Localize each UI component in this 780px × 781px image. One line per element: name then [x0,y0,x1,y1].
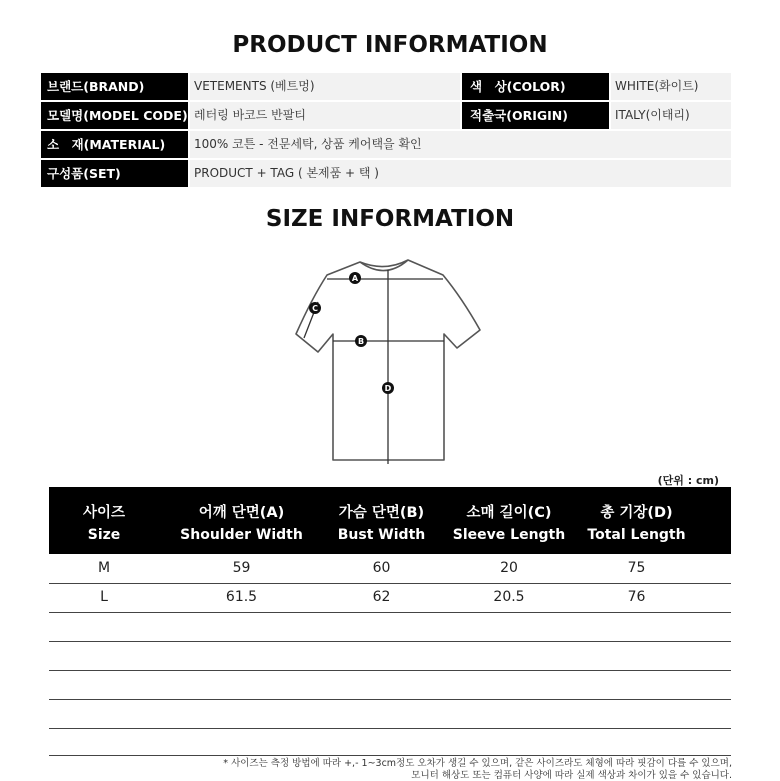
size-note-line-2: 모니터 해상도 또는 컴퓨터 사양에 따라 실제 색상과 차이가 있을 수 있습니다. [411,770,732,781]
product-information-title: PRODUCT INFORMATION [232,32,548,58]
cell-shoulder: 59 [232,560,251,576]
marker-d-label: D [384,384,392,393]
table-row [49,612,731,642]
cell-size: M [97,560,111,576]
table-row [49,554,731,584]
cell-bust: 60 [372,560,391,576]
model-code-value: 레터링 바코드 반팔티 [190,102,460,129]
unit-label: (단위 : cm) [657,474,719,487]
table-row [49,670,731,700]
header-length [579,487,694,554]
product-info-table [41,73,731,189]
marker-b-label: B [357,337,365,346]
set-value: PRODUCT + TAG ( 본제품 + 택 ) [190,160,731,187]
origin-value: ITALY(이태리) [611,102,731,129]
header-size-en: Size [87,527,121,543]
header-length-ko: 총 기장(D) [600,505,673,521]
table-row [49,641,731,671]
brand-value: VETEMENTS (베트멍) [190,73,460,100]
size-table-header [49,487,731,554]
table-row [49,699,731,729]
header-sleeve-en: Sleeve Length [452,527,566,543]
material-label: 소 재(MATERIAL) [41,131,188,158]
material-value: 100% 코튼 - 전문세탁, 상품 케어택을 확인 [190,131,731,158]
origin-label: 적출국(ORIGIN) [462,102,609,129]
cell-sleeve: 20 [500,560,518,576]
marker-a [349,272,361,284]
header-shoulder [159,487,324,554]
cell-size: L [100,589,108,605]
marker-a-label: A [351,274,359,283]
info-row-model [41,102,731,131]
cell-bust: 62 [372,589,391,605]
info-row-brand [41,73,731,102]
cell-sleeve: 20.5 [493,589,525,605]
cell-shoulder: 61.5 [225,589,258,605]
color-label: 색 상(COLOR) [462,73,609,100]
header-sleeve-ko: 소매 길이(C) [466,505,552,521]
marker-d [382,382,394,394]
size-information-title: SIZE INFORMATION [265,206,515,232]
header-shoulder-ko: 어깨 단면(A) [198,505,285,521]
header-bust-ko: 가슴 단면(B) [338,505,425,521]
header-size [49,487,159,554]
info-row-material [41,131,731,160]
marker-c [309,302,321,314]
table-row [49,726,731,756]
model-code-label: 모델명(MODEL CODE) [41,102,188,129]
tshirt-measurement-diagram [290,250,490,470]
size-note-line-1: * 사이즈는 측정 방법에 따라 +,- 1~3cm정도 오차가 생길 수 있으며, 같은 사이즈라도 체형에 따라 핏감이 다를 수 있으며, [223,758,732,769]
header-shoulder-en: Shoulder Width [180,527,303,543]
table-row [49,583,731,613]
color-value: WHITE(화이트) [611,73,731,100]
marker-b [355,335,367,347]
header-bust [324,487,439,554]
marker-c-label: C [312,304,318,313]
cell-length: 76 [627,589,646,605]
set-label: 구성품(SET) [41,160,188,187]
header-size-ko: 사이즈 [82,505,126,521]
info-row-set [41,160,731,189]
header-length-en: Total Length [587,527,686,543]
cell-length: 75 [627,560,646,576]
header-bust-en: Bust Width [337,527,426,543]
header-sleeve [439,487,579,554]
brand-label: 브랜드(BRAND) [41,73,188,100]
